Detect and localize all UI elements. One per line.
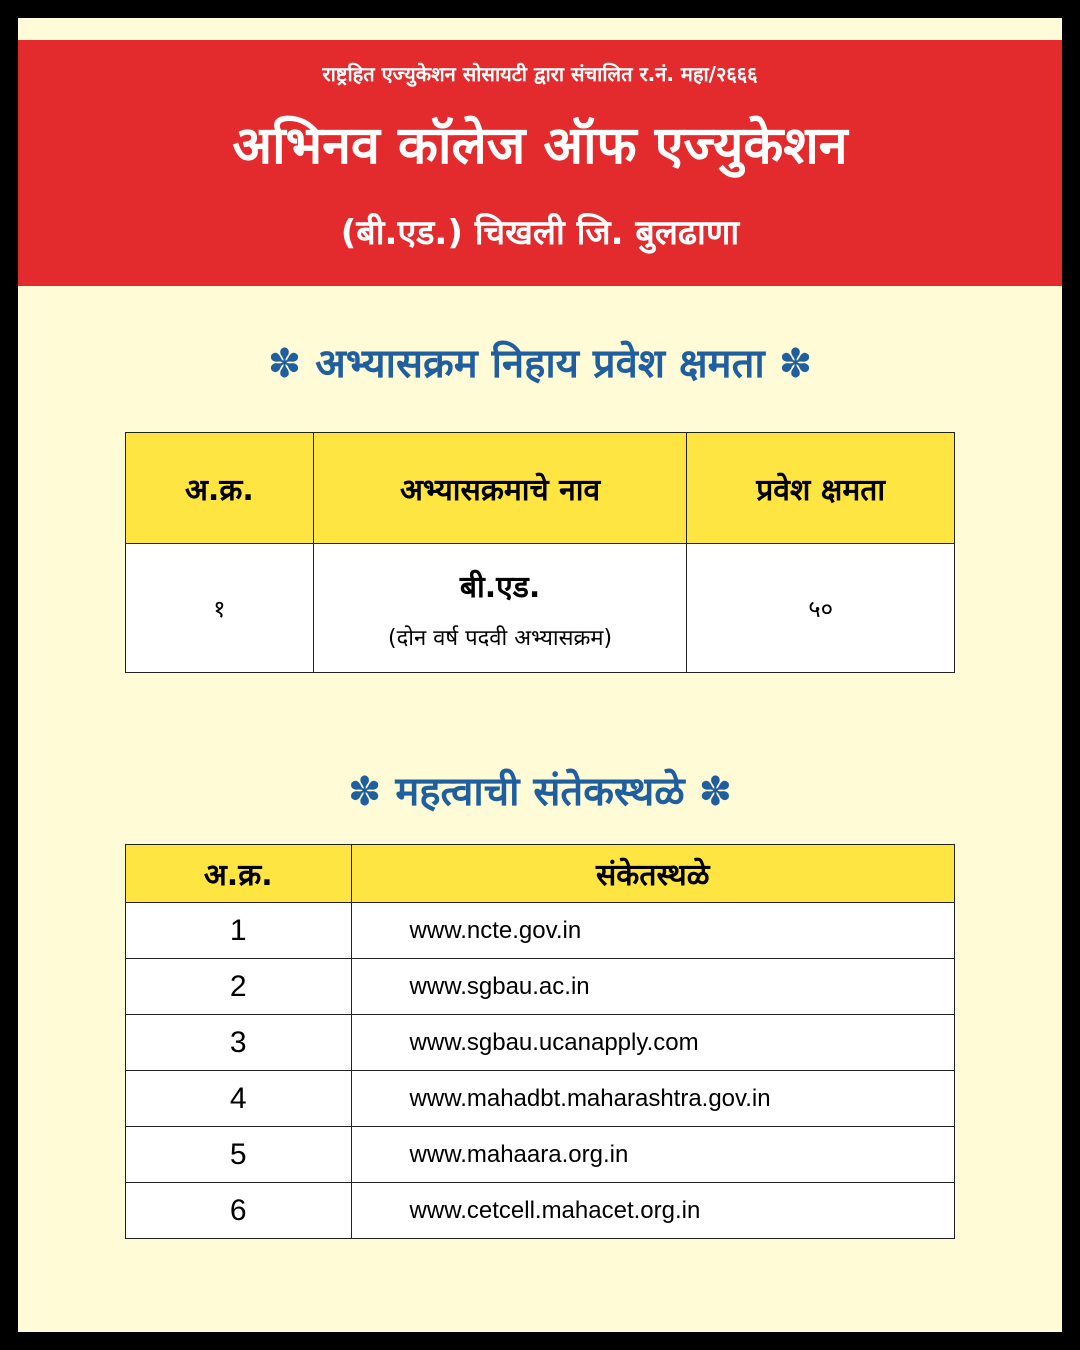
website-url: www.sgbau.ac.in xyxy=(351,959,954,1015)
serial-cell: 6 xyxy=(126,1183,352,1239)
website-url: www.mahadbt.maharashtra.gov.in xyxy=(351,1071,954,1127)
column-header-capacity: प्रवेश क्षमता xyxy=(687,433,955,544)
websites-heading xyxy=(18,762,1062,817)
websites-title: महत्वाची संतेकस्थळे xyxy=(395,769,685,815)
column-header-serial: अ.क्र. xyxy=(126,433,314,544)
society-line: राष्ट्रहित एज्युकेशन सोसायटी द्वारा संचालित र.नं. महा/२६६६ xyxy=(322,62,758,86)
website-url: www.mahaara.org.in xyxy=(351,1127,954,1183)
column-header-course: अभ्यासक्रमाचे नाव xyxy=(313,433,687,544)
websites-table xyxy=(125,844,955,1239)
website-url: www.sgbau.ucanapply.com xyxy=(351,1015,954,1071)
website-url: www.ncte.gov.in xyxy=(351,903,954,959)
table-header-row xyxy=(126,433,955,544)
table-row xyxy=(126,1015,955,1071)
poster xyxy=(18,18,1062,1332)
table-row xyxy=(126,1183,955,1239)
header-banner xyxy=(18,40,1062,286)
table-row xyxy=(126,903,955,959)
flower-icon: ✽ xyxy=(267,341,302,387)
table-row xyxy=(126,1071,955,1127)
capacity-table xyxy=(125,432,955,673)
capacity-heading xyxy=(18,334,1062,389)
serial-cell: 3 xyxy=(126,1015,352,1071)
college-name: अभिनव कॉलेज ऑफ एज्युकेशन xyxy=(232,116,848,176)
table-row xyxy=(126,959,955,1015)
flower-icon: ✽ xyxy=(698,769,733,815)
course-note: (दोन वर्ष पदवी अभ्यासक्रम) xyxy=(388,625,613,651)
serial-cell: 4 xyxy=(126,1071,352,1127)
table-row xyxy=(126,544,955,673)
column-header-serial: अ.क्र. xyxy=(126,845,352,903)
serial-cell: 1 xyxy=(126,903,352,959)
capacity-title: अभ्यासक्रम निहाय प्रवेश क्षमता xyxy=(315,341,765,387)
serial-cell: 5 xyxy=(126,1127,352,1183)
serial-cell: 2 xyxy=(126,959,352,1015)
flower-icon: ✽ xyxy=(347,769,382,815)
column-header-website: संकेतस्थळे xyxy=(351,845,954,903)
course-name: बी.एड. xyxy=(459,569,541,605)
serial-cell: १ xyxy=(126,544,314,673)
capacity-cell: ५० xyxy=(687,544,955,673)
flower-icon: ✽ xyxy=(778,341,813,387)
website-url: www.cetcell.mahacet.org.in xyxy=(351,1183,954,1239)
college-location: (बी.एड.) चिखली जि. बुलढाणा xyxy=(340,213,740,253)
course-cell xyxy=(313,544,687,673)
table-row xyxy=(126,1127,955,1183)
table-header-row xyxy=(126,845,955,903)
